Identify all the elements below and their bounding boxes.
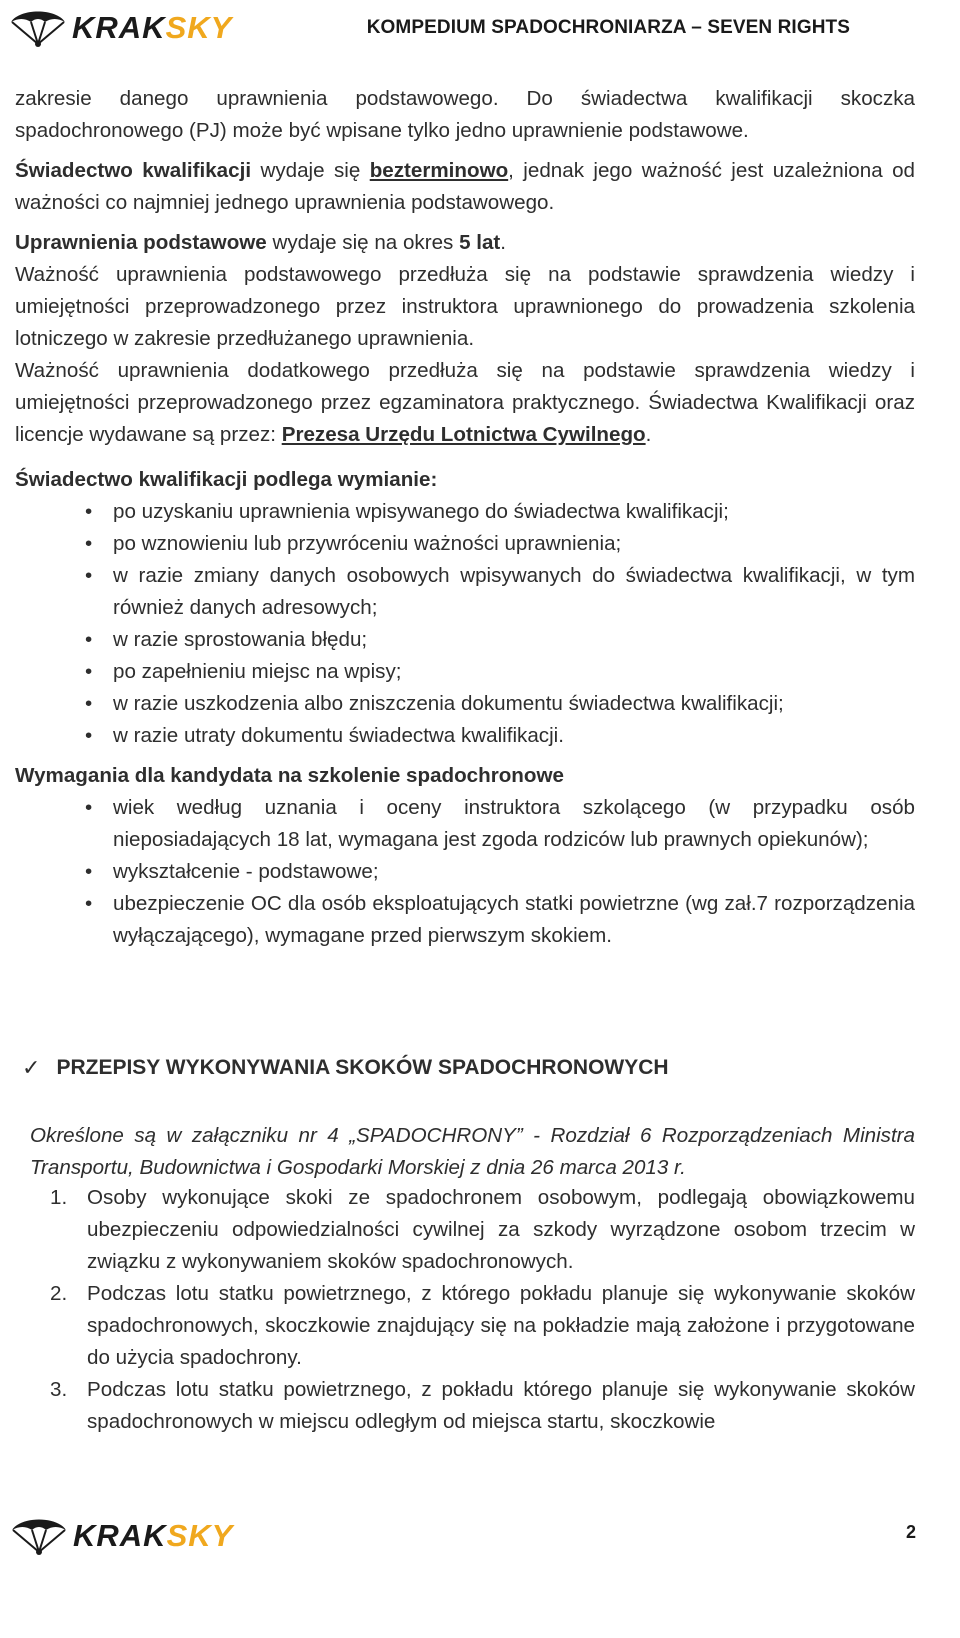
text-fragment: wydaje się [251, 159, 370, 182]
list-item [15, 856, 915, 888]
logo-text-accent: SKY [166, 1517, 234, 1553]
exchange-list [15, 496, 915, 752]
bullet-icon: • [85, 692, 93, 715]
list-item [15, 720, 915, 752]
list-item-text: po zapełnieniu miejsc na wpisy; [113, 660, 402, 683]
bullet-icon: • [85, 796, 93, 819]
page-number: 2 [905, 1522, 916, 1542]
list-item [15, 792, 915, 856]
parachute-icon [8, 6, 68, 48]
paragraph-basic-extension: Ważność uprawnienia podstawowego przedłuża się na podstawie sprawdzenia wiedzy i umiejętności przeprowadzonego przez instruktora uprawnionego do prowadzenia szkolenia lotniczego w zakresie przedłużanego uprawnienia. [15, 263, 915, 350]
bullet-icon: • [85, 724, 93, 747]
list-item-text: ubezpieczenie OC dla osób eksploatujących statki powietrzne (wg zał.7 rozporządzenia wyłączającego), wymagane przed pierwszym skokiem. [113, 892, 915, 947]
section-heading [22, 1055, 669, 1081]
rules-list [30, 1182, 915, 1438]
text-fragment: . [500, 231, 507, 254]
text-fragment: Ważność uprawnienia dodatkowego przedłuża się na podstawie sprawdzenia wiedzy i umiejętności przeprowadzonego przez egzaminatora praktycznego. Świadectwa Kwalifikacji oraz licencje wydawane są przez: [15, 359, 915, 446]
list-item-text: po wznowieniu lub przywróceniu ważności uprawnienia; [113, 532, 622, 555]
paragraph-validity [15, 155, 915, 219]
checkmark-icon: ✓ [22, 1055, 41, 1080]
term-basic-rights: Uprawnienia podstawowe [15, 231, 267, 254]
bullet-icon: • [85, 860, 93, 883]
paragraph-additional-extension [15, 355, 915, 451]
list-item-text: wiek według uznania i oceny instruktora szkolącego (w przypadku osób nieposiadających 18 lat, wymagana jest zgoda rodziców lub prawnych opiekunów); [113, 796, 915, 851]
list-item [30, 1278, 915, 1374]
list-item-text: w razie utraty dokumentu świadectwa kwalifikacji. [113, 724, 564, 747]
bullet-icon: • [85, 660, 93, 683]
logo-text-dark: KRAK [73, 1517, 167, 1553]
list-item [15, 496, 915, 528]
text-fragment: wydaje się na okres [266, 231, 460, 254]
list-item [15, 656, 915, 688]
paragraph-scope: zakresie danego uprawnienia podstawowego. Do świadectwa kwalifikacji skoczka spadochronowego (PJ) może być wpisane tylko jedno uprawnienie podstawowe. [15, 87, 915, 142]
term-certificate: Świadectwo kwalifikacji [15, 159, 252, 182]
list-number: 3. [50, 1378, 68, 1401]
parachute-icon [9, 1514, 69, 1556]
list-item-text: Podczas lotu statku powietrznego, z pokładu którego planuje się wykonywanie skoków spadochronowych w miejscu odległym od miejsca startu, skoczkowie [87, 1378, 915, 1433]
list-number: 1. [50, 1186, 68, 1209]
list-item-text: w razie uszkodzenia albo zniszczenia dokumentu świadectwa kwalifikacji; [113, 692, 784, 715]
list-item [15, 688, 915, 720]
page-header [0, 0, 960, 60]
bullet-icon: • [85, 564, 93, 587]
header-title: KOMPEDIUM SPADOCHRONIARZA – SEVEN RIGHTS [366, 17, 850, 38]
bullet-icon: • [85, 532, 93, 555]
authority-link: Prezesa Urzędu Lotnictwa Cywilnego [281, 423, 646, 446]
list-item-text: po uzyskaniu uprawnienia wpisywanego do świadectwa kwalifikacji; [113, 500, 729, 523]
list-item [30, 1182, 915, 1278]
list-item-text: Podczas lotu statku powietrznego, z którego pokładu planuje się wykonywanie skoków spadochronowych, skoczkowie znajdujący się na pokładzie mają założone i przygotowane do użycia spadochrony. [87, 1282, 915, 1369]
logo-wordmark [73, 1517, 234, 1553]
krakSky-logo [8, 6, 232, 48]
list-item [15, 560, 915, 624]
paragraph-basic-rights [15, 227, 915, 259]
section-intro: Określone są w załączniku nr 4 „SPADOCHRONY” - Rozdział 6 Rozporządzeniach Ministra Transportu, Budownictwa i Gospodarki Morskiej z dnia 26 marca 2013 r. [30, 1124, 915, 1179]
term-indefinite: bezterminowo [369, 159, 509, 182]
list-item [15, 888, 915, 952]
bullet-icon: • [85, 892, 93, 915]
exchange-heading: Świadectwo kwalifikacji podlega wymianie: [15, 468, 438, 491]
bullet-icon: • [85, 500, 93, 523]
section-heading-text: PRZEPISY WYKONYWANIA SKOKÓW SPADOCHRONOWYCH [56, 1056, 669, 1079]
text-fragment: . [645, 423, 652, 446]
logo-text-accent: SKY [165, 9, 233, 45]
list-item [30, 1374, 915, 1438]
term-five-years: 5 lat [459, 231, 501, 254]
list-number: 2. [50, 1282, 68, 1305]
text-fragment: , jednak jego ważność jest uzależniona od ważności co najmniej jednego uprawnienia podstawowego. [15, 159, 915, 214]
list-item-text: w razie sprostowania błędu; [113, 628, 368, 651]
list-item-text: w razie zmiany danych osobowych wpisywanych do świadectwa kwalifikacji, w tym również danych adresowych; [113, 564, 915, 619]
list-item [15, 624, 915, 656]
list-item-text: wykształcenie - podstawowe; [113, 860, 379, 883]
requirements-list [15, 792, 915, 952]
footer-logo [9, 1514, 233, 1556]
logo-wordmark [72, 9, 233, 45]
list-item-text: Osoby wykonujące skoki ze spadochronem osobowym, podlegają obowiązkowemu ubezpieczeniu odpowiedzialności cywilnej za szkody wyrządzone osobom trzecim w związku z wykonywaniem skoków spadochronowych. [87, 1186, 915, 1273]
bullet-icon: • [85, 628, 93, 651]
document-body [15, 83, 915, 952]
requirements-heading: Wymagania dla kandydata na szkolenie spadochronowe [15, 764, 564, 787]
logo-text-dark: KRAK [72, 9, 166, 45]
list-item [15, 528, 915, 560]
